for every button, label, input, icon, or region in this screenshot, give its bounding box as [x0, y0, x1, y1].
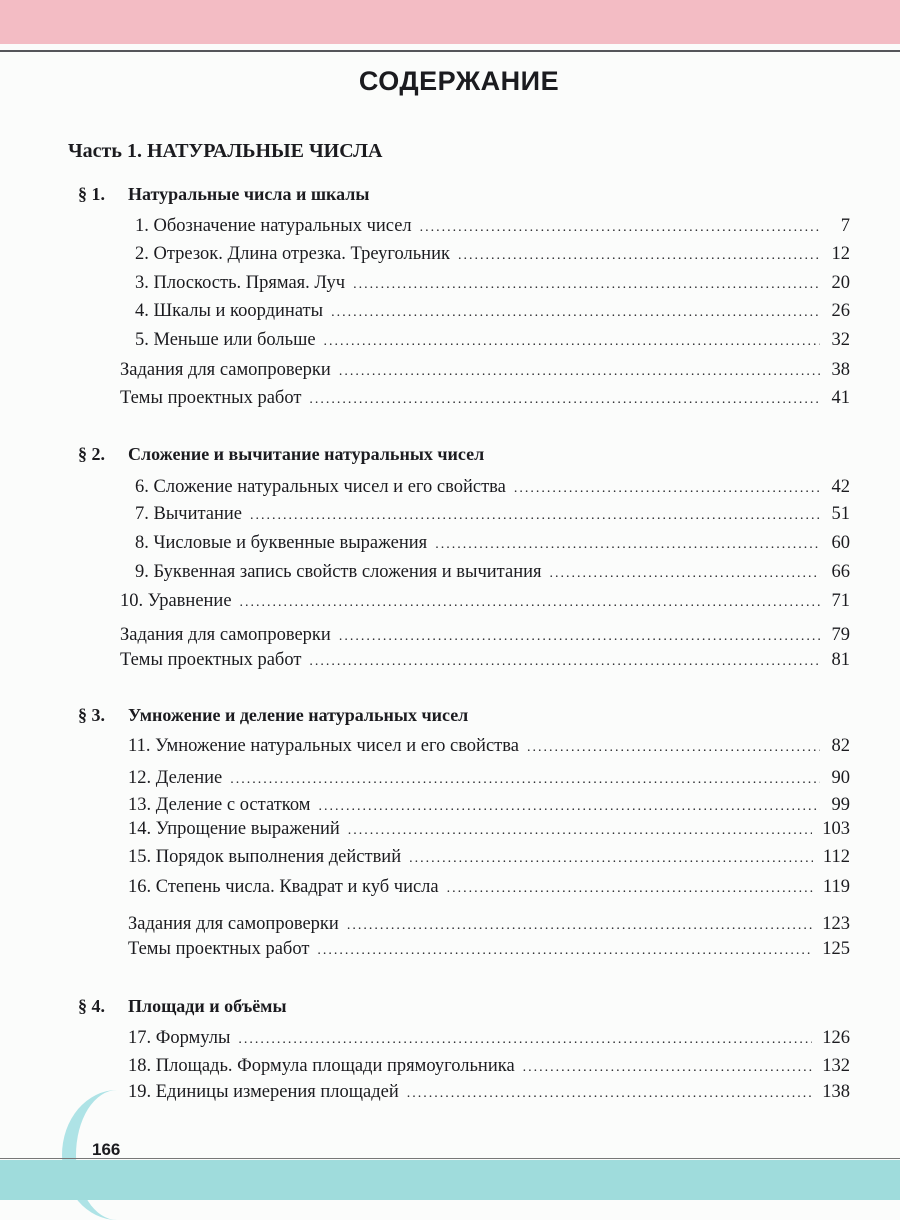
entry-label: Задания для самопроверки [128, 914, 339, 934]
toc-entry[interactable] [120, 650, 850, 671]
entry-label: 18. Площадь. Формула площади прямоугольника [128, 1056, 515, 1076]
bottom-rule [0, 1158, 900, 1159]
toc-entry[interactable] [135, 301, 850, 322]
entry-label: Темы проектных работ [120, 388, 302, 408]
entry-page: 79 [831, 625, 850, 645]
entry-label: 16. Степень числа. Квадрат и куб числа [128, 877, 439, 897]
entry-label: 11. Умножение натуральных чисел и его свойства [128, 736, 519, 756]
toc-entry[interactable] [135, 273, 850, 294]
entry-page: 81 [831, 650, 850, 670]
entry-label: 2. Отрезок. Длина отрезка. Треугольник [135, 244, 450, 264]
entry-label: Задания для самопроверки [120, 360, 331, 380]
entry-page: 90 [831, 768, 850, 788]
section-title: Натуральные числа и шкалы [128, 184, 370, 204]
toc-entry[interactable] [128, 768, 850, 789]
section-heading [78, 996, 287, 1017]
dot-leader [309, 392, 820, 408]
entry-page: 66 [831, 562, 850, 582]
dot-leader [324, 334, 820, 350]
section-number: § 3. [78, 705, 105, 725]
entry-label: 10. Уравнение [120, 591, 232, 611]
toc-entry[interactable] [128, 914, 850, 935]
top-rule [0, 50, 900, 52]
toc-entry[interactable] [120, 388, 850, 409]
entry-label: Темы проектных работ [120, 650, 302, 670]
entry-page: 38 [831, 360, 850, 380]
dot-leader [435, 537, 820, 553]
dot-leader [348, 823, 812, 839]
entry-page: 26 [831, 301, 850, 321]
entry-page: 20 [831, 273, 850, 293]
entry-label: 14. Упрощение выражений [128, 819, 340, 839]
entry-label: 12. Деление [128, 768, 223, 788]
entry-page: 7 [840, 216, 850, 236]
entry-page: 112 [822, 847, 850, 867]
dot-leader [339, 364, 820, 380]
toc-entry[interactable] [135, 244, 850, 265]
section-number: § 1. [78, 184, 105, 204]
entry-page: 82 [831, 736, 850, 756]
entry-page: 123 [822, 914, 850, 934]
section-title: Сложение и вычитание натуральных чисел [128, 444, 485, 464]
section-number: § 4. [78, 996, 105, 1016]
section-heading [78, 184, 369, 205]
dot-leader [317, 943, 812, 959]
toc-entry[interactable] [120, 625, 850, 646]
toc-entry[interactable] [135, 562, 850, 583]
entry-page: 42 [831, 477, 850, 497]
dot-leader [420, 220, 820, 236]
entry-label: 3. Плоскость. Прямая. Луч [135, 273, 346, 293]
dot-leader [514, 481, 820, 497]
dot-leader [339, 629, 820, 645]
dot-leader [318, 799, 820, 815]
dot-leader [447, 881, 813, 897]
entry-label: 15. Порядок выполнения действий [128, 847, 402, 867]
dot-leader [347, 918, 812, 934]
entry-label: 17. Формулы [128, 1028, 231, 1048]
entry-label: 1. Обозначение натуральных чисел [135, 216, 412, 236]
entry-label: 7. Вычитание [135, 504, 243, 524]
dot-leader [353, 277, 820, 293]
dot-leader [527, 740, 820, 756]
dot-leader [550, 566, 820, 582]
section-number: § 2. [78, 444, 105, 464]
section-title: Площади и объёмы [128, 996, 287, 1016]
entry-page: 103 [822, 819, 850, 839]
entry-label: 13. Деление с остатком [128, 795, 311, 815]
toc-entry[interactable] [128, 939, 850, 960]
part-heading: Часть 1. НАТУРАЛЬНЫЕ ЧИСЛА [68, 140, 383, 162]
toc-entry[interactable] [128, 736, 850, 757]
entry-page: 126 [822, 1028, 850, 1048]
entry-page: 32 [831, 330, 850, 350]
toc-entry[interactable] [120, 360, 850, 381]
entry-page: 60 [831, 533, 850, 553]
entry-page: 99 [831, 795, 850, 815]
bottom-color-band [0, 1160, 900, 1200]
toc-entry[interactable] [128, 1082, 850, 1103]
dot-leader [230, 772, 820, 788]
entry-label: 8. Числовые и буквенные выражения [135, 533, 428, 553]
entry-label: Задания для самопроверки [120, 625, 331, 645]
entry-label: 5. Меньше или больше [135, 330, 316, 350]
entry-label: 9. Буквенная запись свойств сложения и вычитания [135, 562, 542, 582]
toc-entry[interactable] [128, 1056, 850, 1077]
entry-label: 19. Единицы измерения площадей [128, 1082, 399, 1102]
toc-entry[interactable] [128, 819, 850, 840]
top-color-band [0, 0, 900, 44]
entry-page: 119 [822, 877, 850, 897]
toc-entry[interactable] [120, 591, 850, 612]
toc-entry[interactable] [135, 330, 850, 351]
entry-page: 125 [822, 939, 850, 959]
entry-page: 132 [822, 1056, 850, 1076]
dot-leader [523, 1060, 813, 1076]
entry-label: 4. Шкалы и координаты [135, 301, 324, 321]
entry-page: 71 [831, 591, 850, 611]
entry-page: 138 [822, 1082, 850, 1102]
dot-leader [407, 1086, 813, 1102]
toc-entry[interactable] [135, 504, 850, 525]
toc-entry[interactable] [135, 216, 850, 237]
dot-leader [409, 851, 813, 867]
toc-entry[interactable] [135, 533, 850, 554]
section-heading [78, 705, 468, 726]
toc-entry[interactable] [128, 847, 850, 868]
entry-label: Темы проектных работ [128, 939, 310, 959]
page-title: СОДЕРЖАНИЕ [358, 66, 560, 96]
toc-entry[interactable] [128, 795, 850, 816]
entry-label: 6. Сложение натуральных чисел и его свойства [135, 477, 506, 497]
page-number: 166 [92, 1140, 121, 1159]
entry-page: 51 [831, 504, 850, 524]
toc-entry[interactable] [128, 877, 850, 898]
toc-entry[interactable] [135, 477, 850, 498]
dot-leader [240, 595, 820, 611]
dot-leader [331, 305, 820, 321]
entry-page: 41 [831, 388, 850, 408]
entry-page: 12 [831, 244, 850, 264]
dot-leader [458, 248, 820, 264]
section-heading [78, 444, 484, 465]
dot-leader [250, 508, 820, 524]
dot-leader [309, 654, 820, 670]
dot-leader [238, 1032, 812, 1048]
toc-entry[interactable] [128, 1028, 850, 1049]
section-title: Умножение и деление натуральных чисел [128, 705, 469, 725]
